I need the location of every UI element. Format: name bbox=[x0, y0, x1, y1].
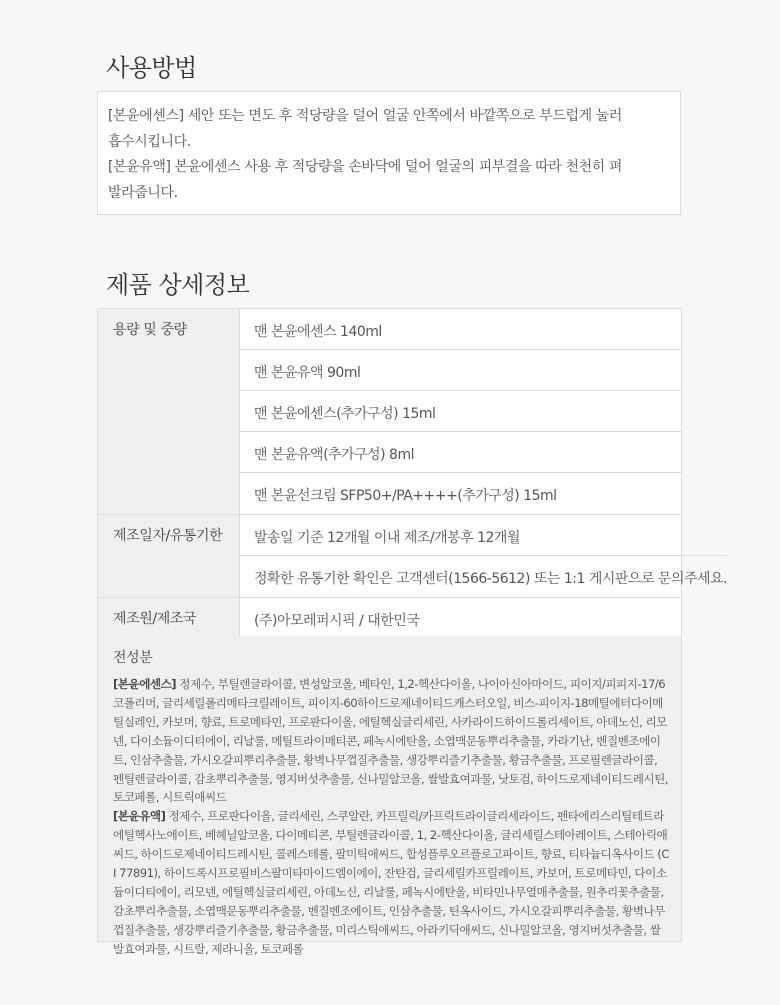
spec-values bbox=[240, 309, 681, 514]
spec-group-expiry bbox=[98, 515, 727, 598]
product-details-title: 제품 상세정보 bbox=[106, 271, 250, 299]
ingredients-title: 전성분 bbox=[113, 650, 153, 666]
lotion-label: [본윤유액] bbox=[113, 809, 166, 824]
spec-values bbox=[240, 515, 727, 597]
spec-label: 제조원/제조국 bbox=[98, 598, 240, 639]
spec-value: 정확한 유통기한 확인은 고객센터(1566-5612) 또는 1:1 게시판으로 문의주세요. bbox=[254, 571, 727, 587]
spec-value: 발송일 기준 12개월 이내 제조/개봉후 12개월 bbox=[240, 515, 727, 556]
usage-line: [본윤유액] 본윤에센스 사용 후 적당량을 손바닥에 덜어 얼굴의 피부결을 따라 천천히 펴 bbox=[108, 159, 623, 175]
spec-values bbox=[240, 598, 681, 639]
usage-line: 흡수시킵니다. bbox=[108, 133, 191, 150]
spec-value: 맨 본윤에센스(추가구성) 15ml bbox=[240, 391, 681, 432]
spec-label: 제조일자/유통기한 bbox=[98, 515, 240, 597]
essence-label: [본윤에센스] bbox=[113, 677, 177, 691]
usage-line: 발라줍니다. bbox=[108, 184, 178, 201]
ingredients-section bbox=[97, 636, 682, 956]
essence-ingredients bbox=[113, 675, 669, 807]
ingredients-list bbox=[113, 675, 669, 959]
spec-value: (주)아모레퍼시픽 / 대한민국 bbox=[254, 613, 420, 629]
usage-description-box bbox=[97, 91, 681, 215]
spec-value: 맨 본윤에센스 140ml bbox=[240, 309, 681, 350]
spec-value: 맨 본윤선크림 SFP50+/PA++++(추가구성) 15ml bbox=[254, 488, 557, 504]
spec-value: 맨 본윤유액 90ml bbox=[240, 350, 681, 391]
lotion-ingredients bbox=[113, 807, 669, 958]
usage-section-title: 사용방법 bbox=[106, 54, 197, 82]
usage-line: [본윤에센스] 세안 또는 면도 후 적당량을 덜어 얼굴 안쪽에서 바깥쪽으로 부드럽게 눌러 bbox=[108, 108, 623, 124]
spec-group-manufacturer bbox=[98, 598, 681, 639]
spec-group-volume bbox=[98, 309, 681, 515]
essence-ingredients-text: 정제수, 부틸렌글라이콜, 변성알코올, 베타인, 1,2-헥산다이올, 나이아신아마이드, 피이지/피피지-17/6코폴리머, 글리세릴폴리메타크릴레이트, 피이지-60하이드로제네이티드캐스터오일, 비스-피이지-18메틸에터다이메틸실레인, 카보머, 향료, 트로메타민, 프로판다이올, 에틸헥실글리세린, 사카라이드하이드롤리세이트, 아데노신, 리모넨, 다이소듐이디티에이, 리날룰, 메틸트라이메티콘, 페녹시에탄올, 소엽맥문동뿌리추출물, 카라기난, 벤질벤조에이트, 인삼추출물, 가시오갈피뿌리추출물, 황벽나무껍질추출물, 생강뿌리즐기추출물, 황금추출물, 프로필렌글라이콜, 펜틸렌글라이콜, 감초뿌리추출물, 영지버섯추출물, 신나밀알코올, 쌀발효여과물, 낫토검, 하이드로제네이티드레시틴, 토코페롤, 시트릭애씨드 bbox=[113, 677, 668, 805]
spec-value: 맨 본윤유액(추가구성) 8ml bbox=[240, 432, 681, 473]
lotion-ingredients-text: 정제수, 프로판다이올, 글리세린, 스쿠알란, 카프릴릭/카프릭트라이글리세라이드, 펜타에리스리틸테트라에틸헥사노에이트, 베헤닐알코올, 다이메티콘, 부틸렌글라이콜, 1, 2-헥산다이올, 글리세릴스테아레이트, 스테아릭애씨드, 하이드로제네이티드레시틴, 콜레스테롤, 팔미틱애씨드, 합성플루오르플로고파이트, 향료, 티타늄디옥사이드 (CI 77891), 하이드록시프로필비스팔미타마이드엠이에이, 잔탄검, 글리세릴카프릴레이트, 카보머, 트로메타민, 다이소듐이디티에이, 리모넨, 에틸헥실글리세린, 아데노신, 리날룰, 페녹시에탄올, 비타민나무열매추출물, 원추리꽃추출물, 감초뿌리추출물, 소엽맥문동뿌리추출물, 벤질벤조에이트, 인삼추출물, 틴옥사이드, 가시오갈피뿌리추출물, 황벽나무껍질추출물, 생강뿌리즐기추출물, 황금추출물, 미리스틱애씨드, 아라키딕애씨드, 신나밀알코올, 영지버섯추출물, 쌀발효여과물, 시트랄, 제라니올, 토코페롤 bbox=[113, 809, 669, 956]
spec-label: 용량 및 중량 bbox=[98, 309, 240, 514]
product-details-table bbox=[97, 308, 727, 640]
